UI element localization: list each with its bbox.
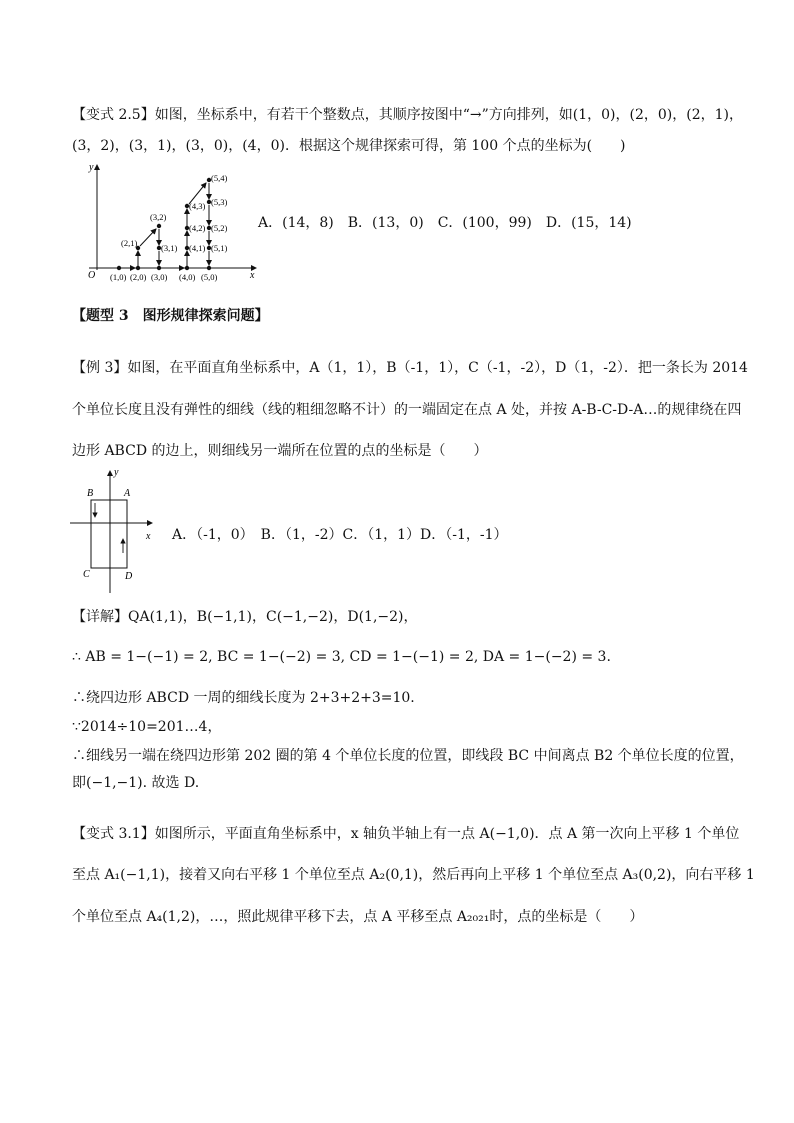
- v25-line1: 【变式 2.5】如图，坐标系中，有若干个整数点，其顺序按图中“→”方向排列，如(1，0)，(2，0)，(2，1)，: [72, 107, 743, 123]
- svg-text:(5,3): (5,3): [211, 197, 228, 207]
- svg-text:(5,1): (5,1): [211, 243, 228, 253]
- v31-line2: 至点 A₁(−1,1)，接着又向右平移 1 个单位至点 A₂(0,1)，然后再向上平移 1 个单位至点 A₃(0,2)，向右平移 1: [72, 867, 755, 883]
- ex3-line2: 个单位长度且没有弹性的细线（线的粗细忽略不计）的一端固定在点 A 处，并按 A-B-C-D-A…的规律绕在四: [72, 402, 742, 418]
- v25-x-label: x: [250, 270, 255, 281]
- detail-line4: ∵2014÷10=201…4，: [72, 719, 222, 735]
- detail-line6: 即(−1,−1). 故选 D.: [72, 775, 200, 791]
- svg-text:A: A: [124, 488, 131, 499]
- v25-line2: (3，2)，(3，1)，(3，0)，(4，0)．根据这个规律探索可得，第 100 个点的坐标为( ): [72, 138, 626, 154]
- v31-line3: 个单位至点 A₄(1,2)，…，照此规律平移下去，点 A 平移至点 A₂₀₂₁时，点的坐标是（ ）: [72, 909, 644, 925]
- svg-text:(3,1): (3,1): [161, 243, 178, 253]
- detail-line2: ∴ AB = 1−(−1) = 2, BC = 1−(−2) = 3, CD = 1−(−1) = 2, DA = 1−(−2) = 3.: [72, 649, 611, 665]
- svg-text:(4,2): (4,2): [189, 223, 206, 233]
- ex3-line3: 边形 ABCD 的边上，则细线另一端所在位置的点的坐标是（ ）: [72, 443, 488, 459]
- svg-text:(3,2): (3,2): [150, 212, 167, 222]
- svg-text:(2,1): (2,1): [121, 238, 138, 248]
- svg-text:(5,4): (5,4): [211, 173, 228, 183]
- v31-line1: 【变式 3.1】如图所示，平面直角坐标系中，x 轴负半轴上有一点 A(−1,0)．点 A 第一次向上平移 1 个单位: [72, 826, 740, 842]
- svg-text:(4,0): (4,0): [179, 272, 196, 282]
- svg-text:(2,0): (2,0): [130, 272, 147, 282]
- svg-text:(5,0): (5,0): [201, 272, 218, 282]
- svg-text:B: B: [87, 488, 94, 499]
- v25-figure: [84, 160, 264, 285]
- svg-text:y: y: [114, 467, 119, 478]
- ex3-figure: [66, 465, 161, 595]
- svg-text:(1,0): (1,0): [110, 272, 127, 282]
- svg-text:D: D: [125, 571, 133, 582]
- svg-text:C: C: [83, 569, 90, 580]
- detail-line3: ∴绕四边形 ABCD 一周的细线长度为 2+3+2+3=10.: [72, 690, 415, 706]
- svg-text:(4,3): (4,3): [189, 201, 206, 211]
- v25-options: A．(14，8) B．(13，0) C．(100，99) D．(15，14): [258, 215, 632, 231]
- section3-title: 【题型 3 图形规律探索问题】: [72, 308, 269, 324]
- ex3-line1: 【例 3】如图，在平面直角坐标系中，A（1，1），B（-1，1），C（-1，-2），D（1，-2）．把一条长为 2014: [72, 360, 748, 376]
- svg-text:(4,1): (4,1): [189, 243, 206, 253]
- v25-y-label: y: [89, 162, 94, 173]
- detail-line5: ∴细线另一端在绕四边形第 202 圈的第 4 个单位长度的位置，即线段 BC 中间离点 B2 个单位长度的位置，: [72, 748, 744, 764]
- v25-origin: O: [88, 270, 96, 281]
- svg-text:(3,0): (3,0): [151, 272, 168, 282]
- svg-text:(5,2): (5,2): [211, 223, 228, 233]
- ex3-options: A．（-1，0） B．（1，-2）C．（1，1）D．（-1，-1）: [172, 527, 508, 543]
- svg-text:x: x: [146, 531, 151, 542]
- detail-line1: 【详解】QA(1,1)，B(−1,1)，C(−1,−2)，D(1,−2)，: [72, 609, 418, 625]
